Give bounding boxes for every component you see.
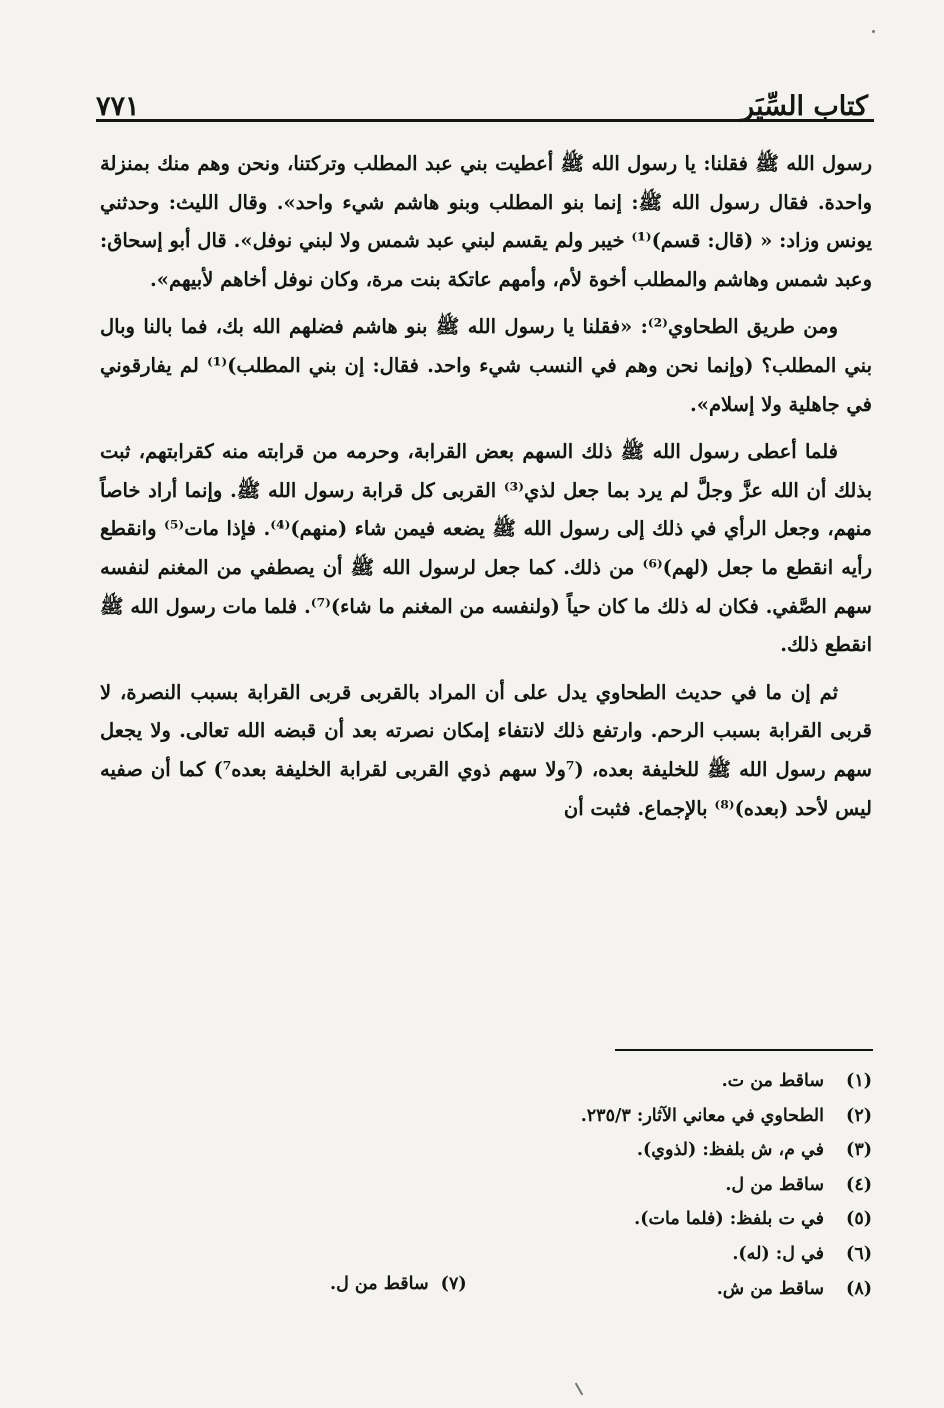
footnote-number: (٦): [846, 1243, 872, 1264]
footnote: [472, 1272, 872, 1307]
paragraph: ثم إن ما في حديث الطحاوي يدل على أن المراد بالقربى قربى القرابة بسبب النصرة، لا قربى القرابة بسبب الرحم. وارتفع ذلك لانتفاء إمكان نصرته بعد أن قبضه الله تعالى. ولا يجعل سهم رسول الله ﷺ للخليفة بعده، (⁷ولا سهم ذوي القربى لقرابة الخليفة بعده⁷) كما أن صفيه ليس لأحد (بعده)⁽⁸⁾ بالإجماع. فثبت أن: [100, 680, 873, 820]
footnote: [472, 1099, 872, 1134]
footnote-text: ساقط من ت.: [721, 1071, 824, 1091]
footnote: [472, 1168, 872, 1203]
footnote-number: (٨): [846, 1278, 872, 1299]
footnote-number: (٣): [846, 1140, 872, 1161]
footnote-number: (٧): [440, 1274, 467, 1294]
header-rule: [96, 119, 874, 122]
footnote-number: (١): [846, 1071, 872, 1091]
footnote-number: (٥): [846, 1209, 872, 1230]
scan-speck: [872, 30, 875, 33]
paragraph: ومن طريق الطحاوي⁽²⁾: «فقلنا يا رسول الله ﷺ بنو هاشم فضلهم الله بك، فما بالنا وبال بني المطلب؟ (وإنما نحن وهم في النسب شيء واحد. فقال: إن بني المطلب)⁽¹⁾ لم يفارقوني في جاهلية ولا إسلام».: [100, 315, 872, 416]
paragraph: فلما أعطى رسول الله ﷺ ذلك السهم بعض القرابة، وحرمه من قرابته منه كقرابتهم، ثبت بذلك أن الله عزَّ وجلَّ لم يرد بما جعل لذي⁽³⁾ القربى كل قرابة رسول الله ﷺ. وإنما أراد خاصاً منهم، وجعل الرأي في ذلك إلى رسول الله ﷺ يضعه فيمن شاء (منهم)⁽⁴⁾. فإذا مات⁽⁵⁾ وانقطع رأيه انقطع ما جعل (لهم)⁽⁶⁾ من ذلك. كما جعل لرسول الله ﷺ أن يصطفي من المغنم لنفسه سهم الصَّفي. فكان له ذلك ما كان حياً (ولنفسه من المغنم ما شاء)⁽⁷⁾. فلما مات رسول الله ﷺ انقطع ذلك.: [100, 440, 872, 657]
footnote-text: في م، ش بلفظ: (لذوي).: [636, 1140, 824, 1161]
footnote-number: (٤): [846, 1174, 872, 1195]
footnote-text: في ل: (له).: [732, 1243, 824, 1264]
footnote-side: [330, 1267, 467, 1302]
footnote-text: في ت بلفظ: (فلما مات).: [634, 1209, 824, 1230]
paragraph: رسول الله ﷺ فقلنا: يا رسول الله ﷺ أعطيت بني عبد المطلب وتركتنا، ونحن وهم منك بمنزلة واحدة. فقال رسول الله ﷺ: إنما بنو المطلب وبنو هاشم شيء واحد». وقال الليث: وحدثني يونس وزاد: « (قال: قسم)⁽¹⁾ خيبر ولم يقسم لبني عبد شمس ولا لبني نوفل». قال أبو إسحاق: وعبد شمس وهاشم والمطلب أخوة لأم، وأمهم عاتكة بنت مرة، وكان نوفل أخاهم لأبيهم».: [100, 152, 872, 291]
footnote-separator: [615, 1049, 873, 1051]
footnote: [472, 1064, 872, 1099]
footnote-text: الطحاوي في معاني الآثار: ٢٣٥/٣.: [580, 1105, 824, 1126]
footnote-text: ساقط من ش.: [716, 1278, 824, 1299]
page-number: ٧٧١: [96, 91, 140, 122]
footnote: [472, 1133, 872, 1168]
footnote-text: ساقط من ل.: [725, 1174, 824, 1195]
main-text: [100, 145, 872, 837]
footnote-number: (٢): [846, 1105, 872, 1126]
footnote-text: ساقط من ل.: [330, 1274, 429, 1294]
footnote: [472, 1237, 872, 1272]
book-title: كتاب السِّيَر: [741, 91, 868, 122]
footnotes: [472, 1064, 872, 1306]
footnote: [472, 1202, 872, 1237]
scan-speck: [575, 1382, 584, 1395]
running-header: [96, 72, 868, 120]
